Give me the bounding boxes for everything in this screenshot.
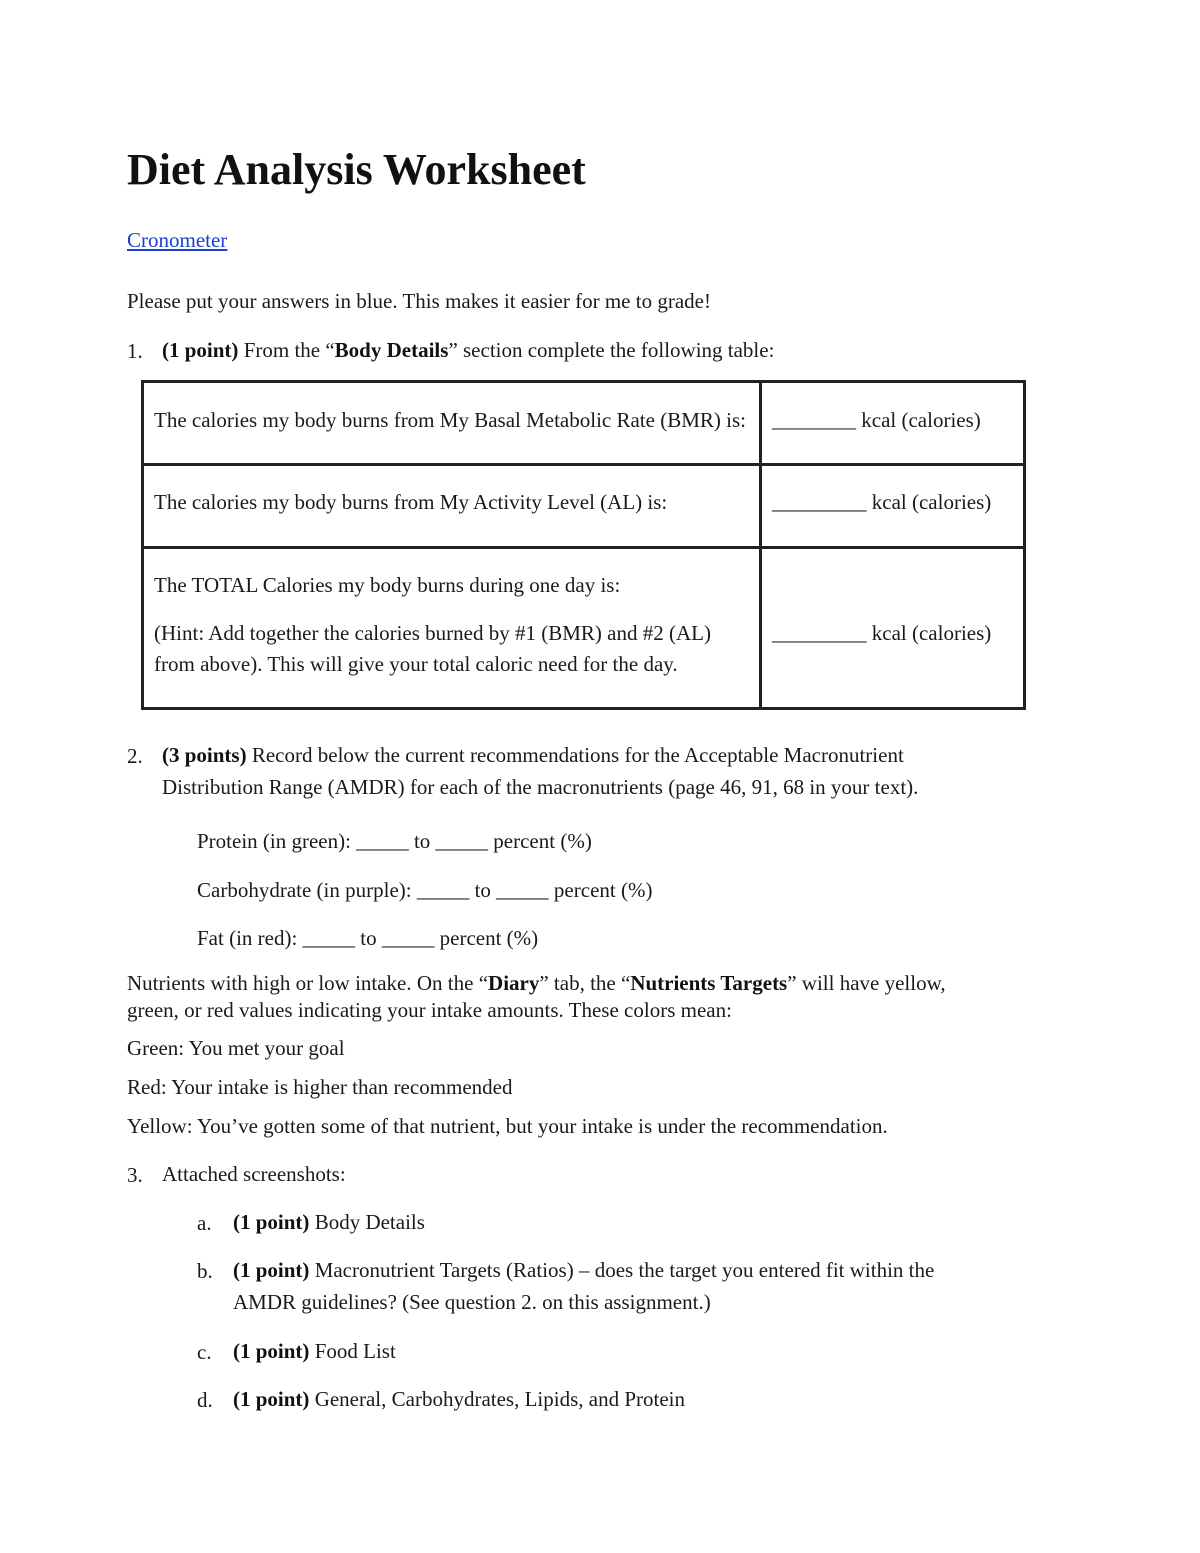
nutrients-line1: [127, 969, 946, 997]
table-cell: [761, 382, 1025, 465]
nutrients-text-a: Nutrients with high or low intake. On the “: [127, 971, 489, 995]
total-answer[interactable]: _________ kcal (calories): [772, 621, 992, 645]
q3-item-text: Food List: [309, 1339, 396, 1363]
carb-answer: Carbohydrate (in purple): _____ to _____ percent (%): [197, 878, 653, 902]
q3-item-points: (1 point): [233, 1210, 310, 1234]
q3-item-text: Macronutrient Targets (Ratios) – does the target you entered fit within the: [309, 1258, 935, 1282]
q2-points: (3 points): [162, 743, 247, 767]
q1-text-after: ” section complete the following table:: [448, 338, 775, 362]
q2-line2: Distribution Range (AMDR) for each of the macronutrients (page 46, 91, 68 in your text).: [162, 775, 919, 799]
cronometer-link[interactable]: Cronometer: [127, 228, 228, 252]
q1-text-before: From the “: [238, 338, 335, 362]
al-answer[interactable]: _________ kcal (calories): [772, 490, 992, 514]
table-row: [143, 548, 1025, 709]
protein-answer: Protein (in green): _____ to _____ percent (%): [197, 829, 592, 853]
q1-points: (1 point): [162, 338, 239, 362]
q1-text: [162, 335, 774, 366]
al-label: The calories my body burns from My Activity Level (AL) is:: [154, 490, 668, 514]
table-cell: [143, 548, 761, 709]
table-row: [143, 465, 1025, 548]
table-cell: [761, 465, 1025, 548]
q3-item-c: [233, 1336, 396, 1367]
q2-line1: [162, 740, 904, 771]
q3-item-text: General, Carbohydrates, Lipids, and Protein: [309, 1387, 686, 1411]
q3-item-b: [233, 1255, 934, 1286]
red-meaning: Red: Your intake is higher than recommended: [127, 1075, 513, 1099]
total-hint: (Hint: Add together the calories burned by #1 (BMR) and #2 (AL) from above). This will give your total caloric need for the day.: [154, 621, 711, 676]
targets-term: Nutrients Targets: [630, 971, 788, 995]
q3-item-text: Body Details: [309, 1210, 425, 1234]
total-label: The TOTAL Calories my body burns during one day is:: [154, 573, 621, 597]
table-cell: [143, 465, 761, 548]
q1-bold-term: Body Details: [334, 338, 449, 362]
q3-item-a: [233, 1207, 425, 1238]
q3-item-points: (1 point): [233, 1258, 310, 1282]
q2-number: 2.: [127, 744, 143, 768]
q3-item-letter: c.: [197, 1340, 212, 1364]
intro-text: Please put your answers in blue. This makes it easier for me to grade!: [127, 289, 711, 313]
q2-line1-text: Record below the current recommendations for the Acceptable Macronutrient: [246, 743, 904, 767]
green-meaning: Green: You met your goal: [127, 1036, 345, 1060]
q3-item-letter: d.: [197, 1388, 213, 1412]
table-row: [143, 382, 1025, 465]
q3-item-letter: a.: [197, 1211, 212, 1235]
yellow-meaning: Yellow: You’ve gotten some of that nutrient, but your intake is under the recommendation.: [127, 1114, 888, 1138]
diary-term: Diary: [488, 971, 540, 995]
q3-item-b-line2: AMDR guidelines? (See question 2. on this assignment.): [233, 1290, 711, 1314]
nutrients-text-c: ” will have yellow,: [787, 971, 946, 995]
q3-item-points: (1 point): [233, 1387, 310, 1411]
fat-answer: Fat (in red): _____ to _____ percent (%): [197, 926, 539, 950]
q3-number: 3.: [127, 1163, 143, 1187]
q3-item-d: [233, 1384, 685, 1415]
q3-item-points: (1 point): [233, 1339, 310, 1363]
q3-item-letter: b.: [197, 1259, 213, 1283]
nutrients-line2: green, or red values indicating your intake amounts. These colors mean:: [127, 998, 732, 1022]
nutrients-text-b: ” tab, the “: [539, 971, 631, 995]
bmr-label: The calories my body burns from My Basal Metabolic Rate (BMR) is:: [154, 408, 746, 432]
bmr-answer[interactable]: ________ kcal (calories): [772, 408, 981, 432]
q3-text: Attached screenshots:: [162, 1162, 346, 1186]
table-cell: [143, 382, 761, 465]
q1-number: 1.: [127, 339, 143, 363]
table-cell: [761, 548, 1025, 709]
body-details-table: [141, 380, 1026, 710]
page-title: Diet Analysis Worksheet: [127, 145, 586, 194]
